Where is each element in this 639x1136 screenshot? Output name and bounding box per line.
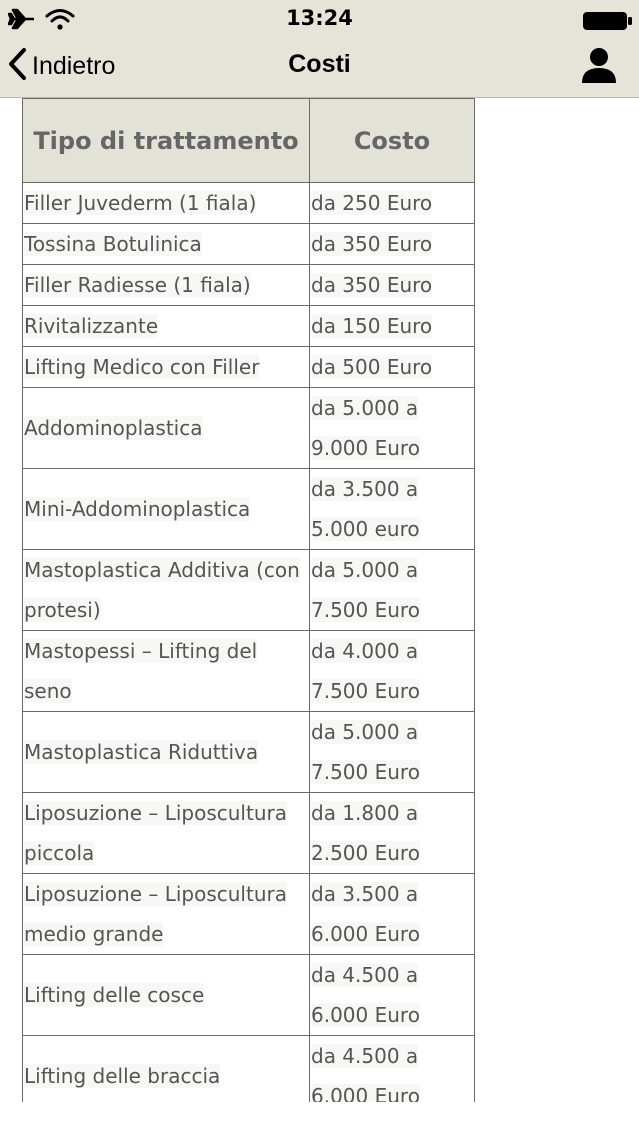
table-row (23, 469, 475, 550)
cost-value: da 3.500 a 5.000 euro (311, 477, 420, 541)
cost-value: da 5.000 a 7.500 Euro (311, 720, 420, 784)
table-row (23, 712, 475, 793)
table-row (23, 550, 475, 631)
table-row (23, 1036, 475, 1103)
cost-cell (310, 265, 475, 306)
costs-table (22, 98, 475, 1102)
treatment-name: Liposuzione – Liposcultura piccola (24, 801, 287, 865)
page-title: Costi (288, 50, 351, 78)
treatment-name: Mastopessi – Lifting del seno (24, 639, 258, 703)
treatment-cell (23, 955, 310, 1036)
column-header-cost: Costo (310, 99, 475, 183)
table-row (23, 183, 475, 224)
cost-value: da 1.800 a 2.500 Euro (311, 801, 420, 865)
treatment-name: Tossina Botulinica (24, 232, 202, 256)
table-row (23, 874, 475, 955)
table-row (23, 265, 475, 306)
cost-cell (310, 631, 475, 712)
treatment-cell (23, 712, 310, 793)
treatment-name: Liposuzione – Liposcultura medio grande (24, 882, 287, 946)
treatment-cell (23, 631, 310, 712)
cost-value: da 4.500 a 6.000 Euro (311, 963, 420, 1027)
treatment-cell (23, 183, 310, 224)
status-bar (0, 0, 639, 40)
cost-value: da 5.000 a 7.500 Euro (311, 558, 420, 622)
treatment-name: Mastoplastica Riduttiva (24, 740, 259, 764)
cost-cell (310, 224, 475, 265)
cost-cell (310, 1036, 475, 1103)
cost-cell (310, 388, 475, 469)
treatment-cell (23, 469, 310, 550)
battery-icon (582, 11, 634, 35)
treatment-cell (23, 550, 310, 631)
treatment-cell (23, 388, 310, 469)
content-area (0, 98, 639, 1102)
navigation-bar (0, 40, 639, 98)
treatment-cell (23, 793, 310, 874)
treatment-name: Rivitalizzante (24, 314, 159, 338)
treatment-cell (23, 874, 310, 955)
treatment-name: Lifting Medico con Filler (24, 355, 260, 379)
cost-value: da 4.000 a 7.500 Euro (311, 639, 420, 703)
cost-cell (310, 469, 475, 550)
status-time: 13:24 (286, 6, 353, 30)
user-icon (580, 69, 618, 88)
top-bar (0, 0, 639, 98)
treatment-cell (23, 347, 310, 388)
cost-value: da 250 Euro (311, 191, 433, 215)
cost-value: da 350 Euro (311, 232, 433, 256)
cost-value: da 5.000 a 9.000 Euro (311, 396, 420, 460)
treatment-cell (23, 1036, 310, 1103)
treatment-name: Mastoplastica Additiva (con protesi) (24, 558, 300, 622)
table-row (23, 306, 475, 347)
cost-cell (310, 955, 475, 1036)
treatment-name: Lifting delle braccia (24, 1064, 221, 1088)
table-row (23, 631, 475, 712)
cost-value: da 3.500 a 6.000 Euro (311, 882, 420, 946)
cost-value: da 500 Euro (311, 355, 433, 379)
column-header-treatment: Tipo di trattamento (23, 99, 310, 183)
table-row (23, 793, 475, 874)
cost-cell (310, 306, 475, 347)
table-row (23, 955, 475, 1036)
back-button-label: Indietro (32, 51, 116, 80)
cost-value: da 350 Euro (311, 273, 433, 297)
table-row (23, 388, 475, 469)
cost-cell (310, 793, 475, 874)
treatment-name: Filler Radiesse (1 fiala) (24, 273, 251, 297)
treatment-name: Addominoplastica (24, 416, 203, 440)
cost-cell (310, 874, 475, 955)
table-row (23, 347, 475, 388)
cost-value: da 150 Euro (311, 314, 433, 338)
cost-cell (310, 347, 475, 388)
treatment-cell (23, 306, 310, 347)
treatment-cell (23, 224, 310, 265)
treatment-name: Lifting delle cosce (24, 983, 205, 1007)
table-header-row (23, 99, 475, 183)
cost-value: da 4.500 a 6.000 Euro (311, 1044, 420, 1102)
cost-cell (310, 712, 475, 793)
table-row (23, 224, 475, 265)
treatment-name: Filler Juvederm (1 fiala) (24, 191, 257, 215)
cost-cell (310, 183, 475, 224)
treatment-cell (23, 265, 310, 306)
treatment-name: Mini-Addominoplastica (24, 497, 251, 521)
user-button[interactable] (580, 46, 618, 88)
cost-cell (310, 550, 475, 631)
